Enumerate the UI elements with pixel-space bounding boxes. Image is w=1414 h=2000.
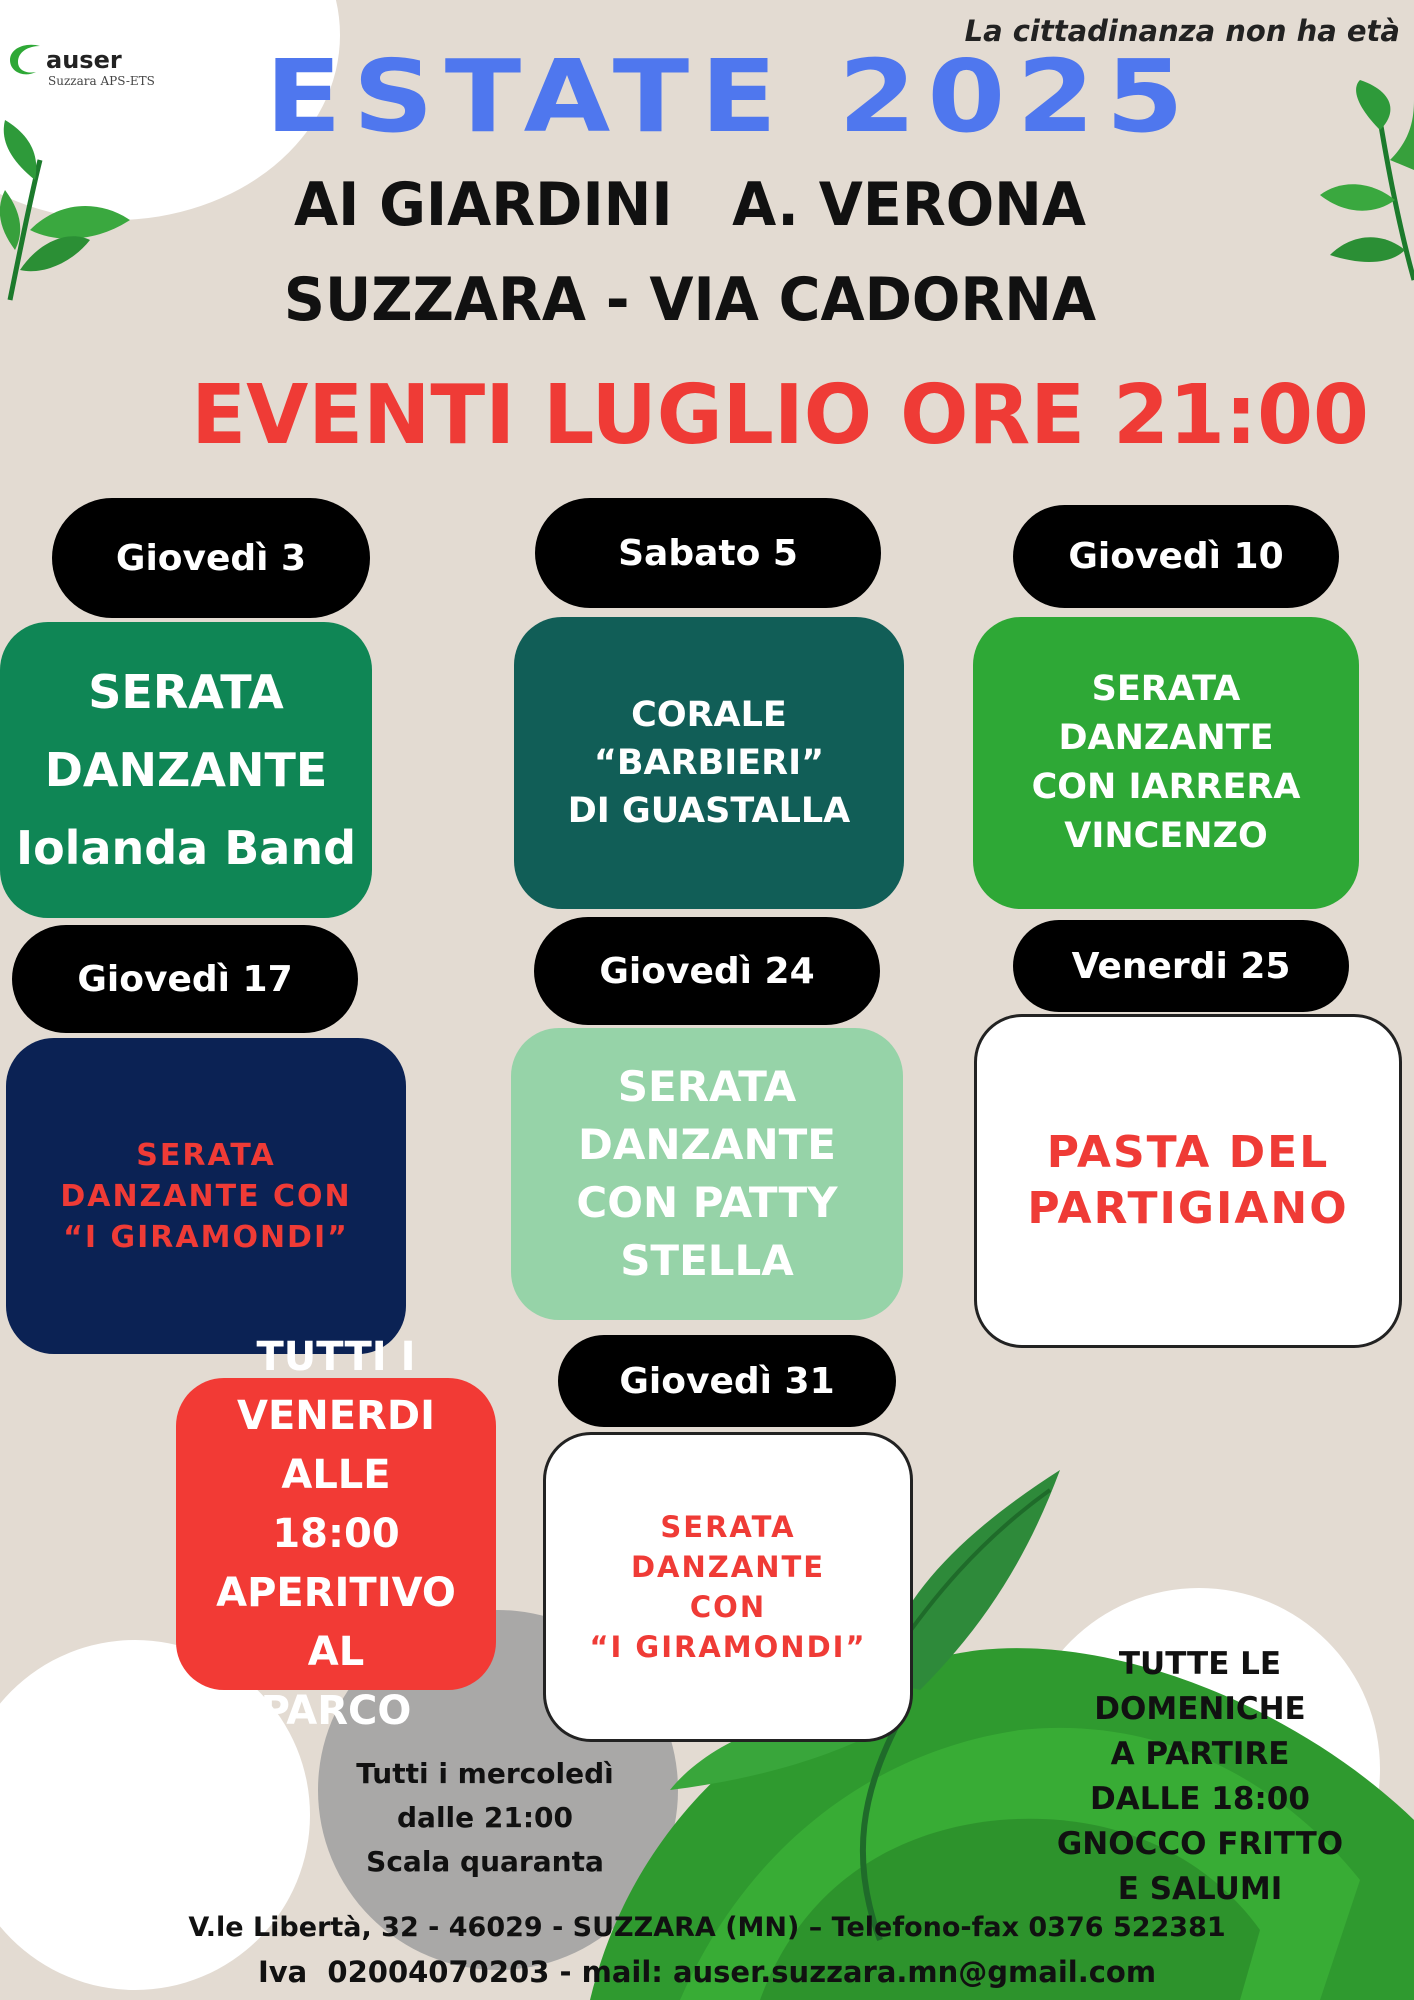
event-card-line: PARTIGIANO <box>1027 1183 1349 1234</box>
event-card <box>511 1028 903 1320</box>
fridays-line: APERITIVO AL <box>216 1569 456 1675</box>
event-card <box>973 617 1359 909</box>
sundays-line: DALLE 18:00 <box>1090 1781 1310 1817</box>
event-date-pill: Giovedì 10 <box>1013 505 1339 608</box>
tagline: La cittadinanza non ha età <box>964 14 1400 48</box>
event-card-line: SERATA <box>136 1137 276 1173</box>
wednesdays-line: Tutti i mercoledì <box>356 1757 614 1790</box>
logo-subtitle: Suzzara APS-ETS <box>48 74 155 88</box>
event-date-pill: Giovedì 3 <box>52 498 370 618</box>
event-card <box>543 1432 913 1742</box>
event-card-line: DANZANTE CON <box>60 1178 352 1214</box>
event-card-line: CON PATTY <box>576 1178 838 1227</box>
event-card-line: SERATA <box>660 1510 796 1544</box>
wednesdays-info <box>320 1752 650 1884</box>
event-card-line: DANZANTE <box>630 1550 826 1584</box>
event-card <box>974 1014 1402 1348</box>
event-date-pill: Giovedì 24 <box>534 917 880 1025</box>
sundays-line: A PARTIRE <box>1110 1736 1290 1772</box>
auser-logo-mark <box>6 40 48 78</box>
event-card-line: PASTA DEL <box>1046 1127 1330 1178</box>
event-card-line: STELLA <box>620 1236 794 1285</box>
venue-line-2: SUZZARA - VIA CADORNA <box>283 265 1097 335</box>
event-card-line: Iolanda Band <box>15 821 357 875</box>
event-date-pill: Giovedì 31 <box>558 1335 896 1427</box>
event-card-line: DANZANTE <box>578 1120 836 1169</box>
footer-address: V.le Libertà, 32 - 46029 - SUZZARA (MN) – Telefono-fax 0376 522381 <box>188 1912 1226 1943</box>
wednesdays-line: Scala quaranta <box>366 1845 604 1878</box>
sundays-line: TUTTE LE <box>1118 1646 1282 1682</box>
event-card <box>6 1038 406 1354</box>
event-date-pill: Sabato 5 <box>535 498 881 608</box>
fridays-line: VENERDI ALLE <box>237 1392 435 1498</box>
event-card-line: SERATA <box>617 1062 797 1111</box>
event-date-pill: Venerdi 25 <box>1013 920 1349 1012</box>
fridays-line: 18:00 <box>272 1510 400 1557</box>
event-card <box>0 622 372 918</box>
events-title: EVENTI LUGLIO ORE 21:00 <box>191 368 1369 463</box>
logo-name: auser <box>46 46 122 74</box>
wednesdays-line: dalle 21:00 <box>397 1801 573 1834</box>
fridays-line: PARCO <box>260 1687 412 1734</box>
event-card-line: DI GUASTALLA <box>567 791 851 831</box>
event-card-line: CON <box>689 1590 767 1624</box>
sundays-line: E SALUMI <box>1117 1871 1283 1907</box>
main-title: ESTATE 2025 <box>265 38 1195 155</box>
event-card-line: VINCENZO <box>1064 816 1268 856</box>
leaves-top-right <box>1320 80 1414 290</box>
venue-line-1: AI GIARDINI A. VERONA <box>293 170 1087 240</box>
fridays-aperitivo-card <box>176 1333 496 1734</box>
event-card-line: SERATA DANZANTE <box>1058 669 1274 758</box>
sundays-line: DOMENICHE <box>1094 1691 1306 1727</box>
event-card <box>514 617 904 909</box>
auser-logo <box>6 32 176 92</box>
event-card-line: “I GIRAMONDI” <box>63 1219 349 1255</box>
sundays-line: GNOCCO FRITTO <box>1056 1826 1344 1862</box>
event-card-line: SERATA <box>88 665 284 719</box>
event-card-line: CORALE “BARBIERI” <box>593 695 825 783</box>
footer-contact: Iva 02004070203 - mail: auser.suzzara.mn@gmail.com <box>257 1955 1157 1989</box>
fridays-line: TUTTI I <box>256 1333 416 1380</box>
event-date-pill: Giovedì 17 <box>12 925 358 1033</box>
leaves-top-left <box>0 120 150 310</box>
sundays-info <box>1030 1642 1370 1912</box>
event-card-line: CON IARRERA <box>1031 767 1301 807</box>
event-card-line: “I GIRAMONDI” <box>589 1630 867 1664</box>
event-card-line: DANZANTE <box>44 743 328 797</box>
